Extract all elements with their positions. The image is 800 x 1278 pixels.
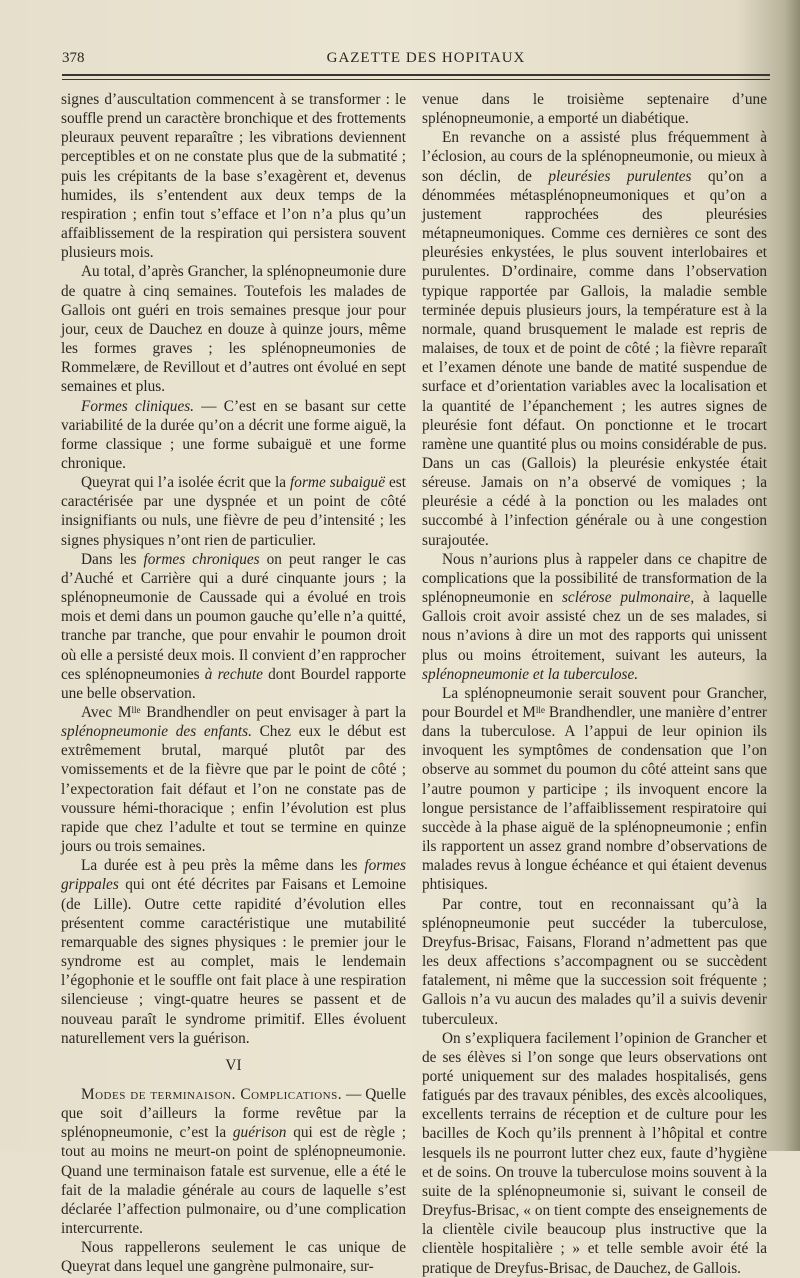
journal-title: GAZETTE DES HOPITAUX — [326, 50, 526, 66]
right-column — [422, 90, 767, 1278]
paragraph — [61, 1085, 406, 1238]
paragraph-text: Dans les — [81, 550, 144, 568]
paragraph: La splénopneumonie serait souvent pour Grancher, pour Bourdel et Mˡˡᵉ Brandhendler, une manière d’entrer dans la tuberculose. A l’appui de leur opinion ils invoquent les symptômes de condensation que l’on observe au sommet du poumon du côté atteint sans que l’autre poumon y participe ; ils invoquent encore la longue persistance de l’affaiblissement respiratoire qui succède à la phase aiguë de la splénopneumonie ; enfin ils rapportent un assez grand nombre d’observations de malades revus à longue échéance et qui étaient devenus phtisiques. — [422, 684, 767, 894]
paragraph — [61, 473, 406, 550]
italic-term: splénopneumonie des enfants. — [61, 723, 252, 741]
left-column — [61, 90, 406, 1277]
italic-term: forme subaiguë — [290, 474, 385, 492]
paragraph-text: Chez eux le début est extrêmement brutal, marqué plutôt par des vomissements et de la fièvre que par le point de côté ; l’expectoration fait défaut et l’on ne constate pas de voussure hémi-thoracique ; enfin l’évolution est plus rapide que chez l’adulte et tout se termine en quinze jours ou trois semaines. — [61, 723, 406, 856]
italic-term: formes chroniques — [143, 550, 260, 568]
italic-term: à rechute — [204, 665, 263, 683]
paragraph-text: qu’on a dénommées métasplénopneumoniques et qu’on a justement rapprochées des pleurésies métapneumoniques. Comme ces dernières ce sont des pleurésies enkystées, le plus souvent interlobaires et purulentes. D’ordinaire, comme dans l’observation typique rapportée par Gallois, la maladie semble terminée depuis plusieurs jours, la température est à la normale, quand brusquement le malade est repris de malaises, de toux et de point de côté ; la fièvre reparaît et l’examen dénote une bande de matité suspendue de surface et d’orientation variables avec la localisation et la quantité de l’épanchement ; les autres signes de pleurésie font défaut. On ponctionne et le trocart ramène une quantité plus ou moins considérable de pus. Dans un cas (Gallois) la pleurésie enkystée était séreuse. Jamais on n’a observé de vomiques ; la pleurésie a cédé à la ponction ou les malades ont succombé à l’infection générale ou à une congestion surajoutée. — [422, 167, 767, 549]
paragraph-text: qui ont été décrites par Faisans et Lemoine (de Lille). Outre cette rapidité d’évolution elles présentent comme caractéristique une mutabilité remarquable des signes physiques : le premier jour le syndrome est au complet, mais le lendemain l’égophonie et le souffle ont fait place à une respiration silencieuse ; vingt-quatre heures se passent et de nouveau paraît le syndrome primitif. Elles évoluent naturellement vers la guérison. — [61, 876, 406, 1047]
section-number: VI — [225, 1056, 242, 1074]
italic-heading: Formes cliniques. — [81, 397, 195, 415]
paragraph-text: est caractérisée par une dyspnée et un point de côté insignifiants ou nuls, une fièvre de peu d’intensité ; les signes physiques n’ont rien de particulier. — [61, 474, 407, 549]
italic-term: splénopneumonie et la tuberculose. — [422, 665, 639, 683]
paragraph-text: En revanche on a assisté plus fréquemment à l’éclosion, au cours de la splénopneumonie, ou mieux à son déclin, de — [422, 129, 767, 185]
paragraph-text: on peut ranger le cas d’Auché et Carrière qui a duré cinquante jours ; la splénopneumonie de Caussade qui a évolué en trois mois et demi dans un poumon gauche qu’elle n’a quitté, tranche par tranche, que pour envahir le poumon droit où elle a persisté deux mois. Il convient d’en rapprocher ces splénopneumonies — [61, 550, 407, 683]
italic-term: formes grippales — [61, 857, 406, 894]
italic-term: pleurésies purulentes — [548, 167, 692, 185]
italic-term: sclérose pulmonaire — [561, 589, 691, 607]
paragraph-text: qui est de règle ; tout au moins ne meurt-on point de splénopneumonie. Quand une terminaison fatale est survenue, elle a été le fait de la maladie générale au cours de laquelle s’est déclarée l’affection pulmonaire, ou d’une complication intercurrente. — [61, 1124, 407, 1238]
paragraph-text: — C’est en se basant sur cette variabilité de la durée qu’on a décrit une forme aiguë, la forme classique ; une forme subaiguë et une forme chronique. — [61, 397, 406, 472]
paragraph: Au total, d’après Grancher, la splénopneumonie dure de quatre à cinq semaines. Toutefois les malades de Gallois ont guéri en trois semaines presque jour pour jour, ceux de Dauchez en douze à quinze jours, même les formes graves ; les splénopneumonies de Rommelære, de Revillout et d’autres ont évolué en sept semaines et plus. — [61, 263, 406, 396]
paragraph: venue dans le troisième septenaire d’une splénopneumonie, a emporté un diabétique. — [422, 91, 767, 128]
paragraph: signes d’auscultation commencent à se transformer : le souffle prend un caractère bronchique et des frottements pleuraux peuvent reparaître ; les vibrations deviennent perceptibles et on ne constate plus que de la submatité ; puis les crépitants de la base s’exagèrent et, devenus humides, ils s’entendent aux deux temps de la respiration ; enfin tout s’efface et l’on n’a plus qu’un affaiblissement de la respiration qui persistera souvent plusieurs mois. — [61, 91, 406, 262]
paragraph-text: , à laquelle Gallois croit avoir assisté chez un de ses malades, si nous n’avions à dire un mot des rapports qui unissent plus ou moins étroitement, suivant les auteurs, la — [422, 589, 767, 664]
paragraph: Nous rappellerons seulement le cas unique de Queyrat dans lequel une gangrène pulmonaire, sur- — [61, 1239, 406, 1276]
page-number: 378 — [62, 50, 85, 66]
paragraph — [422, 128, 767, 549]
paragraph-text: Avec Mˡˡᵉ Brandhendler on peut envisager à part la — [81, 704, 406, 721]
paragraph: On s’expliquera facilement l’opinion de Grancher et de ses élèves si l’on songe que leurs observations ont porté uniquement sur des malades hospitalisés, gens fatigués par des travaux pénibles, des excès alcooliques, excellents terrains de réception et de culture pour les bacilles de Koch qu’ils prennent à l’hôpital et contre lesquels ils ne pourront lutter chez eux, faute d’hygiène et de soins. On trouve la tuberculose moins souvent à la suite de la splénopneumonie si, suivant le conseil de Dreyfus-Brisac, « on tient compte des enseignements de la clientèle civile beaucoup plus instructive que la clientèle hospitalière ; » et telle semble avoir été la pratique de Dreyfus-Brisac, de Dauchez, de Gallois. — [422, 1029, 767, 1277]
header-rule-thick — [62, 74, 770, 76]
paragraph — [61, 703, 406, 856]
paragraph-text: Queyrat qui l’a isolée écrit que la — [81, 474, 291, 492]
paragraph-text: — Quelle que soit d’ailleurs la forme revêtue par la splénopneumonie, c’est la — [61, 1085, 406, 1142]
paragraph-text: dont Bourdel rapporte une belle observation. — [61, 665, 406, 702]
paragraph — [422, 550, 767, 684]
header-rule-thin — [62, 79, 770, 80]
paragraph — [61, 856, 406, 1048]
paragraph — [61, 397, 406, 474]
paragraph-text: Nous n’aurions plus à rappeler dans ce chapitre de complications que la possibilité de transformation de la splénopneumonie en — [422, 550, 767, 607]
paragraph-text: La durée est à peu près la même dans les — [81, 857, 365, 875]
paragraph — [61, 550, 406, 703]
small-caps-heading: Modes de terminaison. Complications. — [81, 1085, 343, 1103]
italic-term: guérison — [232, 1124, 287, 1142]
paragraph: Par contre, tout en reconnaissant qu’à la splénopneumonie peut succéder la tuberculose, Dreyfus-Brisac, Faisans, Florand n’admettent pas que les deux affections s’accompagnent ou se succèdent fatalement, ni même que la succession soit fréquente ; Gallois n’a vu aucun des malades qu’il a suivis devenir tuberculeux. — [422, 895, 767, 1028]
page-header — [62, 50, 770, 72]
